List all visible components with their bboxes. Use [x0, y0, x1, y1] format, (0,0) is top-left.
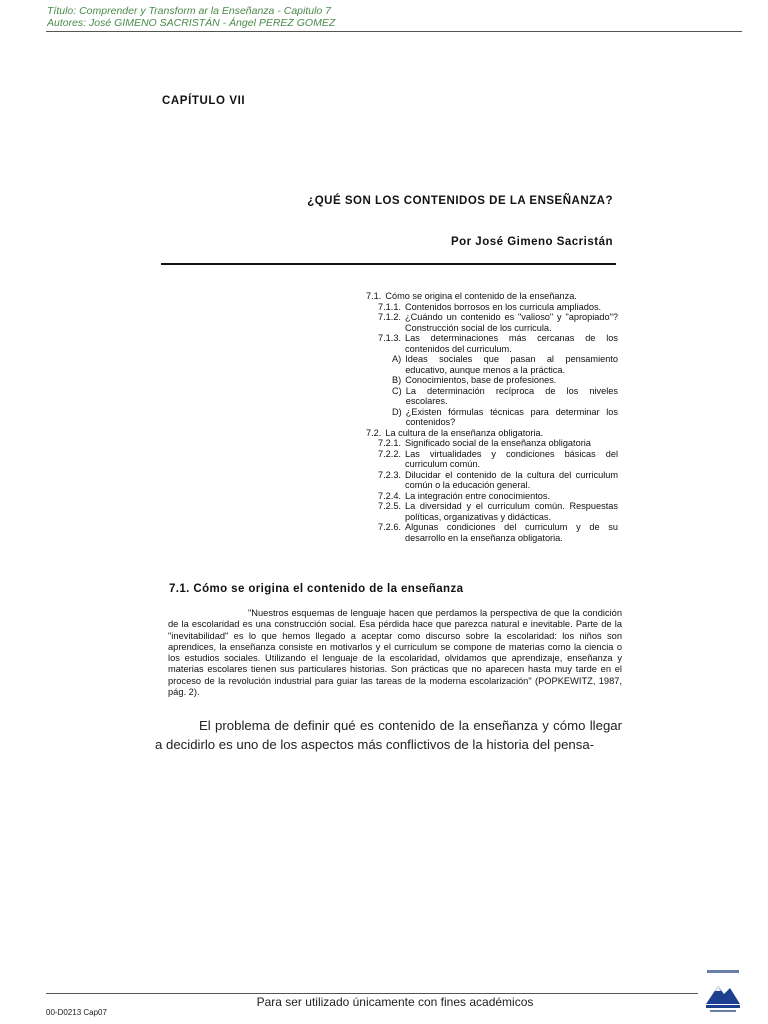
section-heading: 7.1. Cómo se origina el contenido de la enseñanza	[169, 583, 464, 595]
toc-entry: 7.1.3. Las determinaciones más cercanas de los contenidos del curriculum.	[378, 333, 618, 354]
toc-entry: D) ¿Existen fórmulas técnicas para determinar los contenidos?	[392, 406, 618, 427]
title-divider	[161, 263, 616, 265]
footer-notice: Para ser utilizado únicamente con fines académicos	[256, 995, 534, 1009]
toc-entry: 7.1. Cómo se origina el contenido de la enseñanza.	[366, 291, 577, 301]
body-paragraph-text: El problema de definir qué es contenido de la enseñanza y cómo llegar a decidirlo es uno de los aspectos más conflictivos de la historia del pensa-	[155, 718, 622, 752]
toc-entry: 7.2.3. Dilucidar el contenido de la cultura del curriculum común o la educación general.	[378, 469, 618, 490]
toc-entry: 7.2.4. La integración entre conocimientos.	[378, 490, 551, 501]
toc-entry: 7.1.1. Contenidos borrosos en los curricula ampliados.	[378, 301, 602, 312]
chapter-author: Por José Gimeno Sacristán	[450, 236, 613, 248]
table-of-contents	[366, 291, 618, 543]
publisher-logo-icon	[704, 968, 742, 1014]
footer-divider	[46, 993, 698, 994]
toc-entry: C) La determinación recíproca de los niveles escolares.	[392, 385, 618, 406]
header-authors-line: Autores: José GIMENO SACRISTÁN - Ángel PEREZ GOMEZ	[47, 17, 336, 29]
chapter-title: ¿QUÉ SON LOS CONTENIDOS DE LA ENSEÑANZA?	[307, 195, 613, 207]
document-code: 00-D0213 Cap07	[46, 1008, 107, 1017]
header-title-line: Título: Comprender y Transform ar la Enseñanza - Capitulo 7	[47, 5, 332, 17]
epigraph-quote	[168, 608, 622, 698]
toc-entry: 7.2.1. Significado social de la enseñanza obligatoria	[378, 438, 591, 448]
toc-entry: A) Ideas sociales que pasan al pensamiento educativo, aunque menos a la práctica.	[392, 354, 618, 375]
header-divider	[46, 31, 742, 32]
toc-entry: 7.2.5. La diversidad y el curriculum común. Respuestas políticas, organizativas y didácticas.	[378, 501, 618, 522]
document-metadata	[47, 5, 335, 29]
body-paragraph	[155, 716, 622, 754]
epigraph-quote-text: "Nuestros esquemas de lenguaje hacen que perdamos la perspectiva de que la condición de la escolaridad es una construcción social. Esa pérdida hace que parezca natural e inevitable. Parte de la "inevitabilidad" es lo que hemos llegado a aceptar como discurso sobre la escolaridad: los niños son aprendices, la enseñanza consiste en motivarlos y el curriculum se compone de materias como la ciencia o los estudios sociales. Utilizando el lenguaje de la escolaridad, olvidamos que aprendizaje, enseñanza y materias escolares tienen sus particulares historias. Son prácticas que no aparecen hasta muy tarde en el proceso de la revolución industrial para guiar las tareas de la moderna escolarización" (POPKEWITZ, 1987, pág. 2).	[168, 608, 622, 698]
toc-entry: 7.1.2. ¿Cuándo un contenido es "valioso" y "apropiado"? Construcción social de los curricula.	[378, 312, 618, 333]
toc-entry: 7.2.6. Algunas condiciones del curriculum y de su desarrollo en la enseñanza obligatoria.	[378, 522, 618, 543]
toc-entry: B) Conocimientos, base de profesiones.	[392, 375, 557, 385]
toc-entry: 7.2.2. Las virtualidades y condiciones básicas del curriculum común.	[378, 448, 618, 469]
toc-entry: 7.2. La cultura de la enseñanza obligatoria.	[366, 427, 544, 438]
chapter-label: CAPÍTULO VII	[162, 95, 246, 107]
